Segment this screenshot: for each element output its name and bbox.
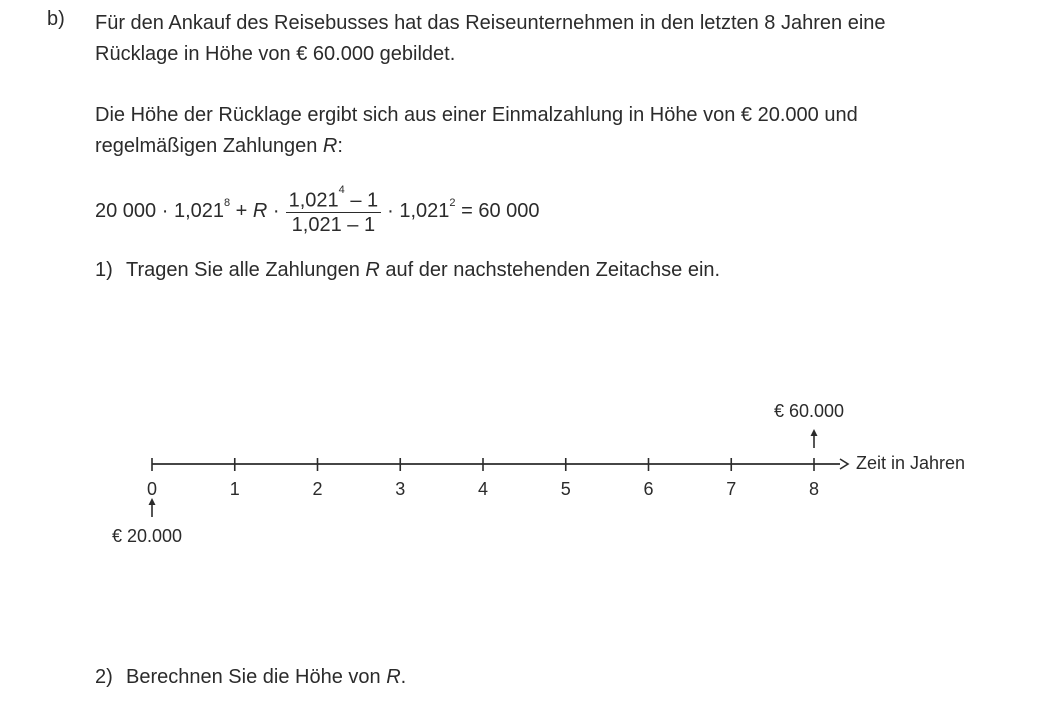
payment-end-arrow-icon bbox=[811, 429, 818, 436]
description-line-2-suffix: : bbox=[337, 135, 343, 157]
timeline-tick-label: 3 bbox=[395, 479, 406, 499]
timeline-axis-label: Zeit in Jahren bbox=[856, 453, 966, 473]
variable-r: R bbox=[322, 135, 338, 157]
task-2 bbox=[95, 666, 406, 689]
timeline-tick-label: 6 bbox=[643, 479, 654, 499]
numerator-exponent: 4 bbox=[338, 183, 345, 196]
formula-term-1-base: 20 000 · 1,021 bbox=[95, 199, 224, 222]
task-2-number: 2) bbox=[95, 666, 113, 688]
description-line-1: Die Höhe der Rücklage ergibt sich aus einer Einmalzahlung in Höhe von € 20.000 und bbox=[95, 104, 858, 126]
formula-equals: = 60 000 bbox=[455, 199, 540, 222]
timeline-tick-label: 5 bbox=[560, 479, 571, 499]
formula-term-1-exponent: 8 bbox=[224, 196, 231, 209]
timeline-tick-label: 0 bbox=[146, 479, 158, 499]
description-line-2-prefix: regelmäßigen Zahlungen bbox=[95, 135, 323, 157]
task-1-number: 1) bbox=[95, 259, 113, 281]
fraction-denominator: 1,021 – 1 bbox=[291, 214, 376, 237]
task-1-suffix: auf der nachstehenden Zeitachse ein. bbox=[379, 259, 721, 281]
task-1-prefix: Tragen Sie alle Zahlungen bbox=[126, 259, 366, 281]
intro-line-2: Rücklage in Höhe von € 60.000 gebildet. bbox=[95, 43, 456, 65]
numerator-rest: – 1 bbox=[344, 189, 379, 212]
payment-end-amount: € 60.000 bbox=[774, 401, 845, 421]
task-2-suffix: . bbox=[400, 666, 407, 688]
timeline-tick-label: 2 bbox=[312, 479, 323, 499]
task-2-variable: R bbox=[386, 666, 401, 688]
numerator-base: 1,021 bbox=[288, 189, 339, 212]
part-label: b) bbox=[47, 8, 65, 30]
intro-line-1: Für den Ankauf des Reisebusses hat das Reiseunternehmen in den letzten 8 Jahren eine bbox=[95, 12, 886, 34]
timeline-tick-label: 7 bbox=[726, 479, 737, 499]
timeline-tick-label: 4 bbox=[477, 479, 489, 499]
formula-term-3-base: · 1,021 bbox=[387, 199, 450, 222]
formula-plus-r: + R · bbox=[230, 199, 280, 222]
payment-start-amount: € 20.000 bbox=[112, 526, 183, 546]
timeline-tick-label: 1 bbox=[229, 479, 240, 499]
timeline-tick-label: 8 bbox=[808, 479, 820, 499]
task-1-variable: R bbox=[365, 259, 380, 281]
task-2-prefix: Berechnen Sie die Höhe von bbox=[126, 666, 387, 688]
axis-arrow-icon bbox=[840, 459, 848, 469]
formula-term-3-exponent: 2 bbox=[449, 196, 456, 209]
